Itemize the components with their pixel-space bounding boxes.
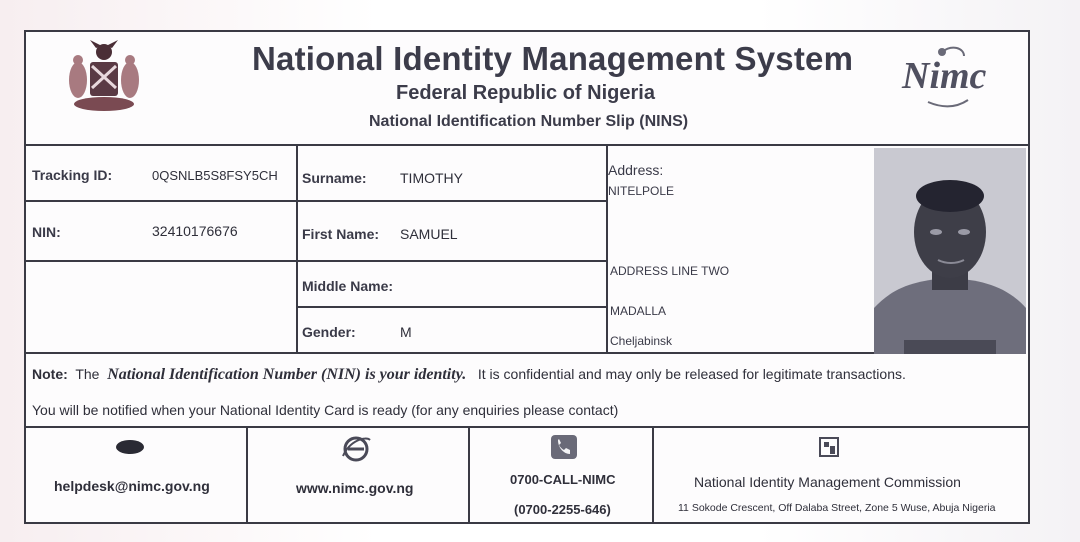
blank-cell bbox=[26, 262, 298, 354]
website-link[interactable]: www.nimc.gov.ng bbox=[296, 480, 414, 496]
address-line-1: NITELPOLE bbox=[608, 184, 675, 198]
nimc-logo-text: Nimc bbox=[902, 55, 987, 97]
first-name-value: SAMUEL bbox=[400, 226, 458, 242]
slip-header bbox=[26, 32, 1028, 146]
building-icon bbox=[818, 436, 840, 458]
phone-column bbox=[470, 428, 654, 524]
phone-icon bbox=[550, 434, 578, 460]
address-line-4: Cheljabinsk bbox=[610, 334, 673, 348]
page-subtitle: Federal Republic of Nigeria bbox=[396, 82, 655, 104]
org-address: 11 Sokode Crescent, Off Dalaba Street, Zone 5 Wuse, Abuja Nigeria bbox=[678, 502, 996, 514]
org-column bbox=[654, 428, 1028, 524]
first-name-cell bbox=[298, 202, 608, 262]
nin-value: 32410176676 bbox=[152, 223, 238, 239]
phone-number: 0700-CALL-NIMC bbox=[510, 472, 616, 487]
email-icon bbox=[114, 438, 146, 456]
email-link[interactable]: helpdesk@nimc.gov.ng bbox=[54, 478, 210, 494]
browser-icon bbox=[340, 434, 372, 464]
note-emphasis: National Identification Number (NIN) is your identity. bbox=[107, 366, 467, 383]
nin-cell bbox=[26, 202, 298, 262]
note-label: Note: bbox=[32, 366, 68, 382]
surname-label: Surname: bbox=[302, 170, 367, 186]
website-column bbox=[248, 428, 470, 524]
address-label: Address: bbox=[608, 162, 664, 178]
address-line-3: MADALLA bbox=[610, 304, 667, 318]
tracking-id-cell bbox=[26, 146, 298, 202]
note-notification: You will be notified when your National Identity Card is ready (for any enquiries please contact) bbox=[32, 402, 619, 418]
gender-value: M bbox=[400, 324, 412, 340]
address-line-2: ADDRESS LINE TWO bbox=[610, 264, 730, 278]
passport-photo bbox=[874, 148, 1026, 354]
nin-label: NIN: bbox=[32, 224, 61, 240]
phone-number-alt: (0700-2255-646) bbox=[514, 502, 611, 517]
org-name: National Identity Management Commission bbox=[694, 474, 961, 490]
first-name-label: First Name: bbox=[302, 226, 380, 242]
slip-title: National Identification Number Slip (NINS) bbox=[369, 113, 689, 130]
email-column bbox=[26, 428, 248, 524]
nin-slip bbox=[24, 30, 1030, 524]
gender-label: Gender: bbox=[302, 324, 356, 340]
coat-of-arms-icon bbox=[62, 38, 146, 114]
contact-footer bbox=[26, 426, 1028, 522]
note-rest: It is confidential and may only be released for legitimate transactions. bbox=[477, 366, 906, 382]
tracking-id-label: Tracking ID: bbox=[32, 167, 113, 183]
note-line bbox=[32, 366, 906, 384]
middle-name-label: Middle Name: bbox=[302, 278, 394, 294]
surname-value: TIMOTHY bbox=[400, 170, 463, 186]
tracking-id-value: 0QSNLB5S8FSY5CH bbox=[152, 168, 278, 183]
address-block bbox=[608, 146, 874, 354]
page-title: National Identity Management System bbox=[252, 40, 854, 77]
person-photo-icon bbox=[874, 148, 1026, 354]
middle-name-cell bbox=[298, 262, 608, 308]
surname-cell bbox=[298, 146, 608, 202]
note-the: The bbox=[75, 366, 100, 382]
gender-cell bbox=[298, 308, 608, 354]
